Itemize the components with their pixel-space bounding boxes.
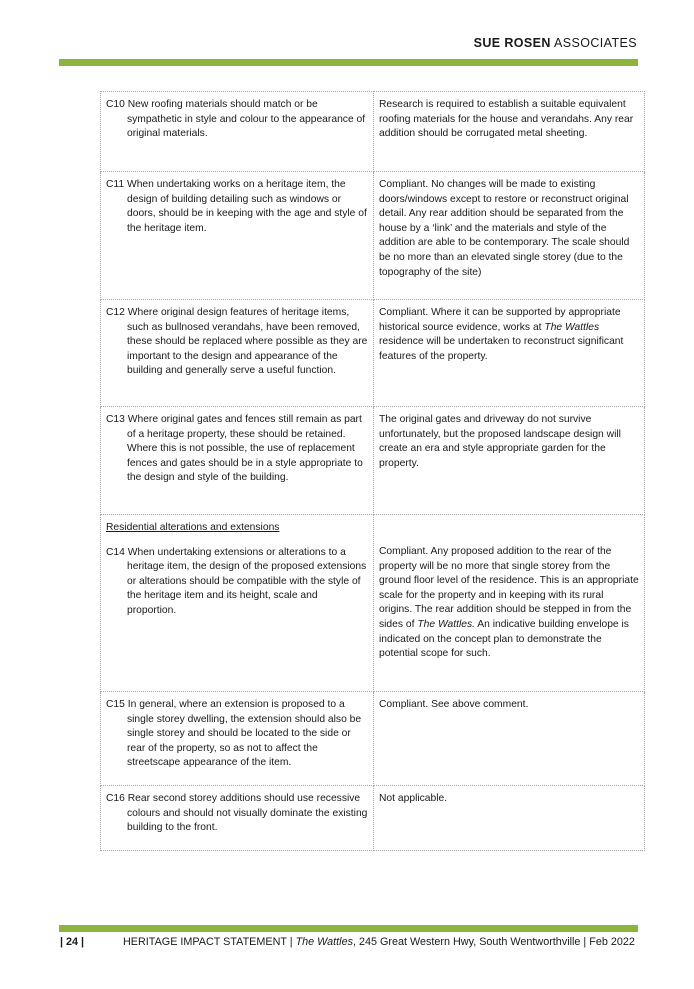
document-title: [123, 936, 635, 948]
header-rule: [59, 59, 638, 66]
heading-spacer: [379, 521, 639, 545]
requirement-text: C10 New roofing materials should match or be sympathetic in style and colour to the appearance of original materials.: [106, 99, 366, 140]
response-text: [379, 545, 639, 662]
requirement-cell: [101, 92, 374, 172]
requirement-text: C15 In general, where an extension is proposed to a single storey dwelling, the extension should also be single storey and should be located to the side or rear of the property, so as not to affect the streetscape appearance of the item.: [106, 699, 362, 769]
response-text: Research is required to establish a suitable equivalent roofing materials for the house and verandahs. Any rear addition should be corrugated metal sheeting.: [379, 99, 634, 140]
response-cell: [374, 92, 645, 172]
brand-logo: [474, 36, 637, 50]
property-name: The Wattles.: [417, 618, 475, 630]
response-text: The original gates and driveway do not survive unfortunately, but the proposed landscape design will create an era and style appropriate garden for the property.: [379, 414, 621, 469]
response-cell: [374, 407, 645, 515]
response-text: [379, 306, 639, 364]
document-title-part: , 245 Great Western Hwy, South Wentworthville | Feb 2022: [352, 936, 635, 948]
requirement-text: C13 Where original gates and fences still remain as part of a heritage property, these should be retained. Where this is not possible, the use of replacement fences and gates should be in a style appropriate to the design and style of the building.: [106, 414, 363, 484]
page-number: | 24 |: [60, 936, 85, 948]
section-heading: Residential alterations and extensions: [106, 522, 280, 533]
brand-name-regular: ASSOCIATES: [554, 36, 637, 50]
table-row: [101, 515, 645, 692]
requirement-cell: [101, 515, 374, 692]
requirement-text: C16 Rear second storey additions should use recessive colours and should not visually dominate the existing building to the front.: [106, 793, 368, 834]
response-text-part: Compliant. Any proposed addition to the rear of the property will be no more that single storey from the ground floor level of the residence. This is an appropriate scale for the property and in keeping with its rural origins. The rear addition should be stepped in from the sides of: [379, 546, 639, 630]
requirement-text: C11 When undertaking works on a heritage item, the design of building detailing such as windows or doors, should be in keeping with the age and style of the heritage item.: [106, 179, 367, 234]
brand-name-bold: SUE ROSEN: [473, 36, 551, 50]
response-text: Not applicable.: [379, 793, 448, 804]
requirement-text: C14 When undertaking extensions or alterations to a heritage item, the design of the proposed extensions or alterations should be compatible with the style of the heritage item and its height, scale and proportion.: [106, 546, 367, 616]
table-row: [101, 300, 645, 407]
response-text-part: residence will be undertaken to reconstruct significant features of the property.: [379, 336, 624, 362]
page-footer: [60, 936, 640, 948]
response-cell: [374, 692, 645, 786]
table-row: [101, 786, 645, 851]
table-row: [101, 407, 645, 515]
requirement-cell: [101, 172, 374, 300]
footer-rule: [59, 925, 638, 932]
requirement-cell: [101, 407, 374, 515]
requirement-cell: [101, 692, 374, 786]
requirement-cell: [101, 300, 374, 407]
response-cell: [374, 172, 645, 300]
property-name: The Wattles: [544, 321, 600, 333]
response-text: Compliant. No changes will be made to existing doors/windows except to restore or reconstruct original detail. Any rear addition should be separated from the house by a ‘link’ and the materials and style of the addition are able to be contemporary. The scale should be no more than an elevated single storey (due to the topography of the site): [379, 179, 630, 278]
response-text-part: An indicative building envelope is indicated on the concept plan to demonstrate the potential scope for such.: [379, 618, 629, 660]
document-title-part: HERITAGE IMPACT STATEMENT |: [123, 936, 296, 948]
requirement-text: C12 Where original design features of heritage items, such as bullnosed verandahs, have been removed, these should be replaced where possible as they are important to the design and appearance of the building and generally serve a useful function.: [106, 307, 368, 377]
response-text: Compliant. See above comment.: [379, 699, 529, 710]
response-text-part: Compliant. Where it can be supported by appropriate historical source evidence, works at: [379, 307, 621, 333]
controls-table: [100, 91, 645, 851]
document-title-property: The Wattles: [295, 936, 353, 948]
response-cell: [374, 515, 645, 692]
table-row: [101, 692, 645, 786]
response-cell: [374, 300, 645, 407]
requirement-cell: [101, 786, 374, 851]
response-cell: [374, 786, 645, 851]
table-row: [101, 172, 645, 300]
table-row: [101, 92, 645, 172]
